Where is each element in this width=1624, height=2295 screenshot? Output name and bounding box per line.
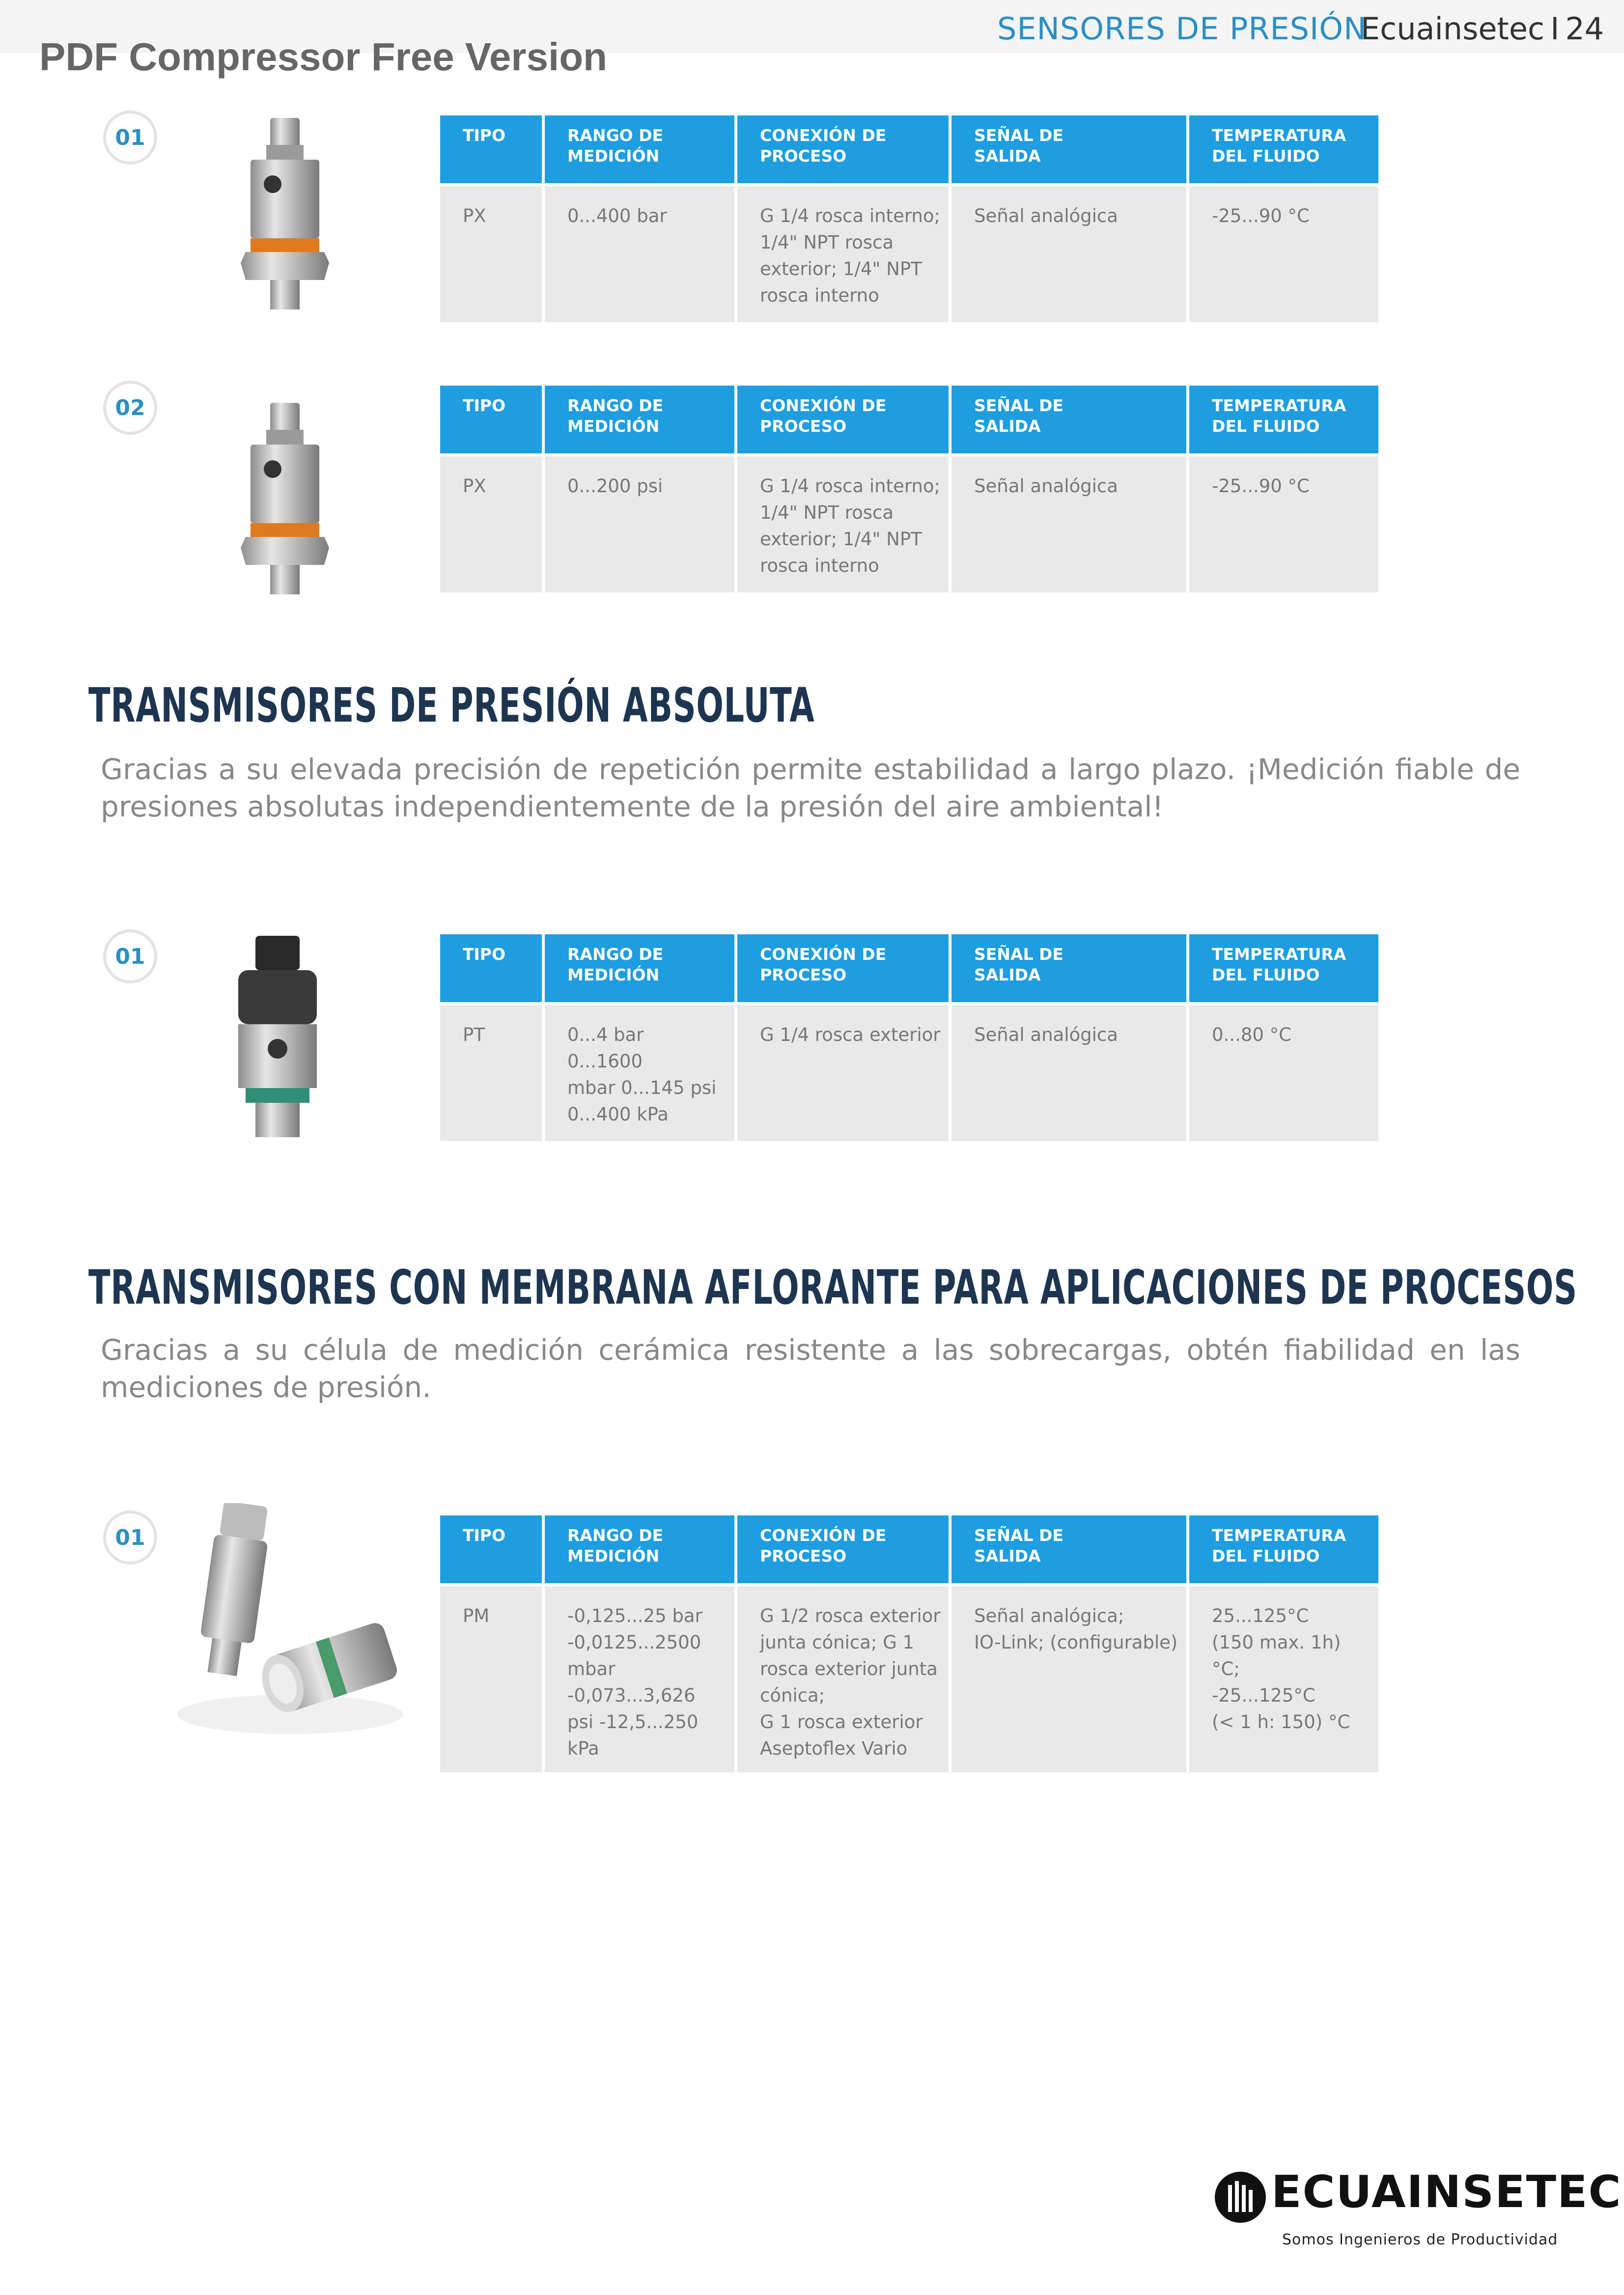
cell-rango: 0...200 psi [545, 453, 734, 592]
page-number: 24 [1565, 11, 1604, 47]
cell-conexion: G 1/4 rosca interno; 1/4" NPT rosca exterior; 1/4" NPT rosca interno [737, 453, 949, 592]
cell-senal: Señal analógica [952, 183, 1186, 322]
section-description: Gracias a su célula de medición cerámica resistente a las sobrecargas, obtén fiabilidad en las mediciones de presión. [101, 1333, 1520, 1404]
header-section-title: SENSORES DE PRESIÓN [997, 11, 1367, 47]
ecuainsetec-logo-icon [1213, 2170, 1267, 2224]
cell-rango: -0,125...25 bar -0,0125...2500 mbar -0,073...3,626 psi -12,5...250 kPa [545, 1583, 734, 1772]
header-tipo: TIPO [440, 934, 542, 1002]
product-number-badge: 02 [103, 381, 157, 435]
header-senal: SEÑAL DE SALIDA [952, 1515, 1186, 1583]
header-senal: SEÑAL DE SALIDA [952, 115, 1186, 183]
header-temperatura: TEMPERATURA DEL FLUIDO [1189, 386, 1378, 453]
section-title: TRANSMISORES CON MEMBRANA AFLORANTE PARA APLICACIONES DE PROCESOS [88, 1260, 1577, 1315]
table-row [440, 453, 1378, 592]
product-number-badge: 01 [103, 1511, 157, 1565]
logo-tagline: Somos Ingenieros de Productividad [1282, 2231, 1558, 2248]
cell-temperatura: 25...125°C (150 max. 1h) °C; -25...125°C (< 1 h: 150) °C [1189, 1583, 1378, 1772]
pressure-sensor-image [236, 403, 334, 594]
header-rango: RANGO DE MEDICIÓN [545, 1515, 734, 1583]
spec-table [437, 934, 1381, 1141]
cell-senal: Señal analógica [952, 453, 1186, 592]
header-rango: RANGO DE MEDICIÓN [545, 115, 734, 183]
cell-temperatura: -25...90 °C [1189, 183, 1378, 322]
header-conexion: CONEXIÓN DE PROCESO [737, 934, 949, 1002]
header-temperatura: TEMPERATURA DEL FLUIDO [1189, 1515, 1378, 1583]
logo-name: ECUAINSETEC [1271, 2166, 1622, 2218]
spec-table [437, 386, 1381, 592]
cell-senal: Señal analógica [952, 1002, 1186, 1141]
flush-membrane-transmitter-image [162, 1503, 418, 1739]
cell-tipo: PM [440, 1583, 542, 1772]
header-conexion: CONEXIÓN DE PROCESO [737, 386, 949, 453]
cell-tipo: PX [440, 453, 542, 592]
header-brand [1361, 11, 1604, 47]
header-conexion: CONEXIÓN DE PROCESO [737, 1515, 949, 1583]
table-row [440, 1002, 1378, 1141]
cell-temperatura: -25...90 °C [1189, 453, 1378, 592]
cell-conexion: G 1/4 rosca exterior [737, 1002, 949, 1141]
product-number-badge: 01 [103, 929, 157, 983]
header-brand-name: Ecuainsetec [1361, 11, 1545, 47]
cell-rango: 0...400 bar [545, 183, 734, 322]
cell-conexion: G 1/4 rosca interno; 1/4" NPT rosca exterior; 1/4" NPT rosca interno [737, 183, 949, 322]
header-tipo: TIPO [440, 115, 542, 183]
cell-tipo: PT [440, 1002, 542, 1141]
header-tipo: TIPO [440, 1515, 542, 1583]
pressure-sensor-image [236, 118, 334, 309]
table-row [440, 183, 1378, 322]
header-conexion: CONEXIÓN DE PROCESO [737, 115, 949, 183]
header-rango: RANGO DE MEDICIÓN [545, 386, 734, 453]
header-separator: I [1550, 11, 1560, 47]
header-temperatura: TEMPERATURA DEL FLUIDO [1189, 115, 1378, 183]
cell-temperatura: 0...80 °C [1189, 1002, 1378, 1141]
pressure-transmitter-image [228, 936, 327, 1137]
cell-conexion: G 1/2 rosca exterior junta cónica; G 1 rosca exterior junta cónica; G 1 rosca exterior Aseptoflex Vario [737, 1583, 949, 1772]
section-description: Gracias a su elevada precisión de repetición permite estabilidad a largo plazo. ¡Medición fiable de presiones absolutas independientemente de la presión del aire ambiental! [101, 753, 1520, 823]
product-number-badge: 01 [103, 111, 157, 165]
table-row [440, 1583, 1378, 1772]
cell-senal: Señal analógica; IO-Link; (configurable) [952, 1583, 1186, 1772]
header-tipo: TIPO [440, 386, 542, 453]
header-temperatura: TEMPERATURA DEL FLUIDO [1189, 934, 1378, 1002]
section-title: TRANSMISORES DE PRESIÓN ABSOLUTA [88, 678, 815, 733]
watermark: PDF Compressor Free Version [39, 35, 607, 79]
header-rango: RANGO DE MEDICIÓN [545, 934, 734, 1002]
spec-table [437, 1515, 1381, 1772]
header-senal: SEÑAL DE SALIDA [952, 934, 1186, 1002]
spec-table [437, 115, 1381, 322]
cell-tipo: PX [440, 183, 542, 322]
cell-rango: 0...4 bar 0...1600 mbar 0...145 psi 0...400 kPa [545, 1002, 734, 1141]
header-senal: SEÑAL DE SALIDA [952, 386, 1186, 453]
company-logo [1213, 2166, 1622, 2265]
